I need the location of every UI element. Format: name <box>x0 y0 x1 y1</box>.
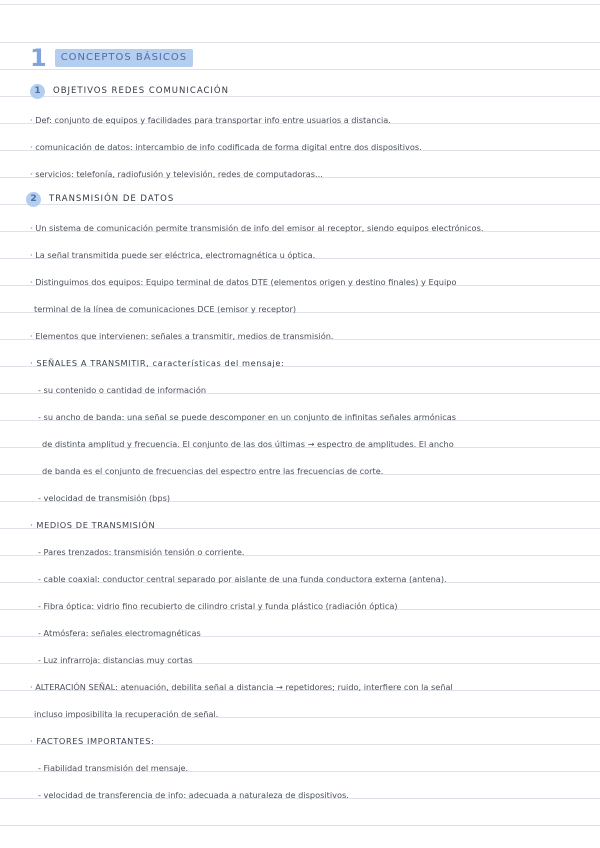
note-line: - velocidad de transmisión (bps) <box>38 493 171 503</box>
note-line: · Def: conjunto de equipos y facilidades para transportar info entre usuarios a distancia. <box>30 115 391 125</box>
section-heading-2 <box>26 190 174 208</box>
note-line: - Atmósfera: señales electromagnéticas <box>38 628 201 638</box>
note-line: de distinta amplitud y frecuencia. El conjunto de las dos últimas → espectro de amplitudes. El ancho <box>42 439 454 449</box>
note-line: - su ancho de banda: una señal se puede descomponer en un conjunto de infinitas señales armónicas <box>38 412 457 422</box>
note-line: terminal de la línea de comunicaciones DCE (emisor y receptor) <box>34 304 297 314</box>
note-line: - su contenido o cantidad de información <box>38 385 207 395</box>
section-title: TRANSMISIÓN DE DATOS <box>49 194 175 204</box>
note-line: de banda es el conjunto de frecuencias del espectro entre las frecuencias de corte. <box>42 466 384 476</box>
chapter-title: CONCEPTOS BÁSICOS <box>55 49 193 67</box>
chapter-number: 1 <box>30 44 47 72</box>
note-line: · Distinguimos dos equipos: Equipo terminal de datos DTE (elementos origen y destino finales) y Equipo <box>30 277 457 287</box>
note-line: - cable coaxial: conductor central separado por aislante de una funda conductora externa (antena). <box>38 574 447 584</box>
note-line-heading: · MEDIOS DE TRANSMISIÓN <box>30 520 156 530</box>
note-line-heading: · SEÑALES A TRANSMITIR, características del mensaje: <box>30 358 285 368</box>
note-line: · La señal transmitida puede ser eléctrica, electromagnética u óptica. <box>30 250 316 260</box>
note-line: - Pares trenzados: transmisión tensión o corriente. <box>38 547 245 557</box>
note-line: · Un sistema de comunicación permite transmisión de info del emisor al receptor, siendo equipos electrónicos. <box>30 223 484 233</box>
note-line-heading: · FACTORES IMPORTANTES: <box>30 736 155 746</box>
section-number-badge: 2 <box>26 192 41 207</box>
note-line: - Fibra óptica: vidrio fino recubierto de cilindro cristal y funda plástico (radiación óptica) <box>38 601 398 611</box>
section-number-badge: 1 <box>30 84 45 99</box>
note-line: incluso imposibilita la recuperación de señal. <box>34 709 219 719</box>
note-line: - velocidad de transferencia de info: adecuada a naturaleza de dispositivos. <box>38 790 349 800</box>
note-line: · ALTERACIÓN SEÑAL: atenuación, debilita señal a distancia → repetidores; ruido, interfiere con la señal <box>30 682 453 692</box>
note-line: - Fiabilidad transmisión del mensaje. <box>38 763 189 773</box>
note-line: · comunicación de datos: intercambio de info codificada de forma digital entre dos dispositivos. <box>30 142 422 152</box>
note-line: · Elementos que intervienen: señales a transmitir, medios de transmisión. <box>30 331 334 341</box>
note-line: - Luz infrarroja: distancias muy cortas <box>38 655 193 665</box>
chapter-heading <box>30 46 193 70</box>
section-title: OBJETIVOS REDES COMUNICACIÓN <box>53 86 229 96</box>
section-heading-1 <box>30 82 229 100</box>
note-line: · servicios: telefonía, radiofusión y televisión, redes de computadoras... <box>30 169 323 179</box>
